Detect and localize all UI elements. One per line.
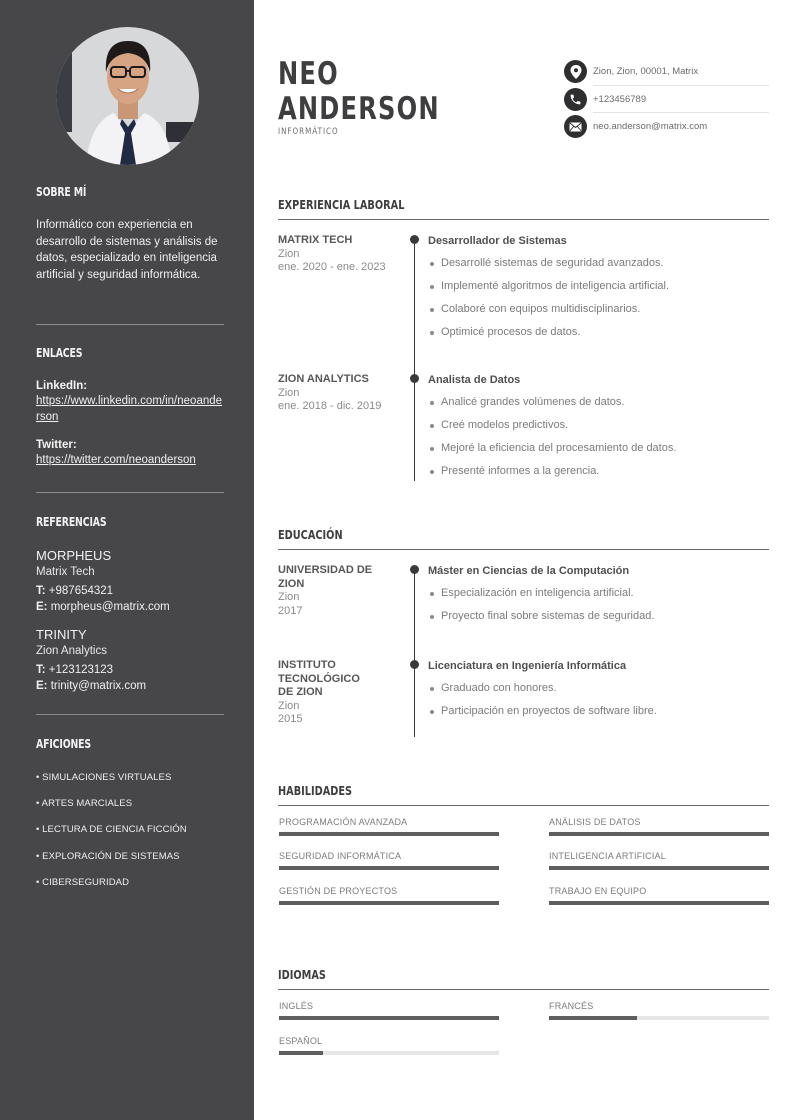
reference-email <box>36 600 224 616</box>
bar-label: TRABAJO EN EQUIPO <box>549 886 647 896</box>
hobbies-heading: AFICIONES <box>36 737 92 751</box>
degree-name: Licenciatura en Ingeniería Informática <box>428 660 627 672</box>
bar-item <box>279 817 499 836</box>
skills-heading: HABILIDADES <box>278 783 353 798</box>
education-header <box>278 526 769 550</box>
bullet-item: Colaboré con equipos multidisciplinarios. <box>428 298 769 321</box>
bullet-item: Implementé algoritmos de inteligencia artificial. <box>428 275 769 298</box>
envelope-icon <box>564 115 587 138</box>
reference-phone-value: +987654321 <box>48 585 114 597</box>
bar-item <box>549 817 769 836</box>
job-title: INFORMÁTICO <box>278 127 339 137</box>
hobby-item: • EXPLORACIÓN DE SISTEMAS <box>36 850 180 862</box>
bar-item <box>549 886 769 905</box>
languages-header <box>278 966 769 990</box>
graduation-year: 2015 <box>278 713 303 725</box>
sidebar-divider <box>36 714 224 715</box>
bullet-item: Graduado con honores. <box>428 677 769 700</box>
level-bar-fill <box>279 1051 323 1055</box>
timeline-dot <box>410 660 419 669</box>
bar-label: INTELIGENCIA ARTIFICIAL <box>549 851 666 861</box>
bar-label: PROGRAMACIÓN AVANZADA <box>279 817 408 827</box>
linkedin-link[interactable]: https://www.linkedin.com/in/neoanderson <box>36 395 223 423</box>
hobbies-section <box>36 737 224 903</box>
job-role: Desarrollador de Sistemas <box>428 235 567 247</box>
level-bar-track <box>549 1016 769 1020</box>
bullet-item: Mejoré la eficiencia del procesamiento de datos. <box>428 437 769 460</box>
hobby-item: • CIBERSEGURIDAD <box>36 876 130 888</box>
timeline-line <box>414 569 416 737</box>
bullet-item: Presenté informes a la gerencia. <box>428 460 769 483</box>
reference-phone <box>36 584 224 600</box>
experience-header <box>278 196 769 220</box>
contact-list <box>564 58 769 141</box>
bar-label: ESPAÑOL <box>279 1036 323 1046</box>
phone-prefix: T: <box>36 664 46 676</box>
timeline-dot <box>410 374 419 383</box>
bar-label: INGLÉS <box>279 1001 314 1011</box>
company-location: Zion <box>278 247 300 260</box>
email-prefix: E: <box>36 679 48 692</box>
bullet-item: Especialización en inteligencia artificial. <box>428 582 769 605</box>
reference-name: MORPHEUS <box>36 548 112 563</box>
phone-text: +123456789 <box>593 86 769 114</box>
bullet-item: Participación en proyectos de software libre. <box>428 700 769 723</box>
sidebar <box>0 0 254 1120</box>
reference-email <box>36 679 224 695</box>
level-bar-fill <box>279 832 499 836</box>
about-text: Informático con experiencia en desarrollo de sistemas y análisis de datos, especializado en inteligencia artificial y seguridad informática. <box>36 219 218 281</box>
level-bar-track <box>279 866 499 870</box>
education-heading: EDUCACIÓN <box>278 527 343 542</box>
last-name: ANDERSON <box>278 91 440 127</box>
level-bar-fill <box>279 866 499 870</box>
languages-heading: IDIOMAS <box>278 967 326 982</box>
bar-label: ANÁLISIS DE DATOS <box>549 817 641 827</box>
employment-dates: ene. 2020 - ene. 2023 <box>278 261 386 273</box>
timeline-dot <box>410 235 419 244</box>
bar-item <box>279 851 499 870</box>
link-item-twitter <box>36 438 224 469</box>
level-bar-track <box>549 832 769 836</box>
hobby-item: • SIMULACIONES VIRTUALES <box>36 772 172 783</box>
references-section <box>36 515 224 694</box>
contact-address <box>564 58 769 86</box>
links-section <box>36 346 224 469</box>
reference-email-value: trinity@matrix.com <box>50 679 147 692</box>
level-bar-fill <box>549 1016 637 1020</box>
bar-label: FRANCÉS <box>549 1001 594 1011</box>
hobby-item: • ARTES MARCIALES <box>36 798 133 810</box>
full-name <box>278 57 440 127</box>
reference-phone-value: +123123123 <box>48 664 114 676</box>
phone-icon <box>564 88 587 111</box>
link-item-linkedin <box>36 379 224 425</box>
first-name: NEO <box>278 56 339 92</box>
level-bar-fill <box>549 832 769 836</box>
level-bar-track <box>549 901 769 905</box>
reference-item <box>36 626 224 694</box>
links-heading: ENLACES <box>36 346 83 360</box>
level-bar-fill <box>279 1016 499 1020</box>
institution-location: Zion <box>278 699 300 712</box>
link-label: Twitter: <box>36 439 77 451</box>
company-name: MATRIX TECH <box>278 234 353 246</box>
bar-item <box>279 886 499 905</box>
phone-prefix: T: <box>36 585 46 597</box>
contact-email <box>564 113 769 141</box>
contact-phone <box>564 86 769 114</box>
institution-name: INSTITUTO TECNOLÓGICO DE ZION <box>278 659 360 698</box>
bullet-item: Creé modelos predictivos. <box>428 414 769 437</box>
reference-company: Zion Analytics <box>36 645 107 657</box>
level-bar-fill <box>549 866 769 870</box>
institution-location: Zion <box>278 591 300 603</box>
profile-photo <box>56 27 199 165</box>
reference-name: TRINITY <box>36 627 87 642</box>
level-bar-track <box>279 832 499 836</box>
hobby-item: • LECTURA DE CIENCIA FICCIÓN <box>36 824 187 836</box>
level-bar-track <box>549 866 769 870</box>
job-role: Analista de Datos <box>428 374 521 386</box>
timeline-dot <box>410 565 419 574</box>
bullet-item: Analicé grandes volúmenes de datos. <box>428 391 769 414</box>
bar-label: GESTIÓN DE PROYECTOS <box>279 886 398 896</box>
bar-item <box>549 851 769 870</box>
degree-name: Máster en Ciencias de la Computación <box>428 565 630 577</box>
timeline-line <box>414 341 416 481</box>
reference-company: Matrix Tech <box>36 566 95 578</box>
bar-item <box>279 1036 499 1055</box>
reference-item <box>36 547 224 615</box>
bullet-item: Desarrollé sistemas de seguridad avanzados. <box>428 252 769 275</box>
link-label: LinkedIn: <box>36 380 88 392</box>
graduation-year: 2017 <box>278 604 303 617</box>
email-prefix: E: <box>36 600 48 613</box>
experience-heading: EXPERIENCIA LABORAL <box>278 197 405 212</box>
sidebar-divider <box>36 492 224 493</box>
skills-header <box>278 782 769 806</box>
company-location: Zion <box>278 386 300 399</box>
references-heading: REFERENCIAS <box>36 515 107 529</box>
bar-item <box>279 1001 499 1020</box>
bullet-item: Proyecto final sobre sistemas de seguridad. <box>428 605 769 628</box>
bar-label: SEGURIDAD INFORMÁTICA <box>279 851 402 861</box>
sidebar-divider <box>36 324 224 325</box>
timeline-line <box>414 239 416 341</box>
level-bar-track <box>279 901 499 905</box>
address-text: Zion, Zion, 00001, Matrix <box>593 58 769 86</box>
company-name: ZION ANALYTICS <box>278 373 369 385</box>
institution-name: UNIVERSIDAD DE ZION <box>278 564 373 590</box>
about-heading: SOBRE MÍ <box>36 185 87 199</box>
email-text: neo.anderson@matrix.com <box>593 121 708 132</box>
bullet-item: Optimicé procesos de datos. <box>428 321 769 344</box>
level-bar-track <box>279 1016 499 1020</box>
level-bar-fill <box>279 901 499 905</box>
twitter-link[interactable]: https://twitter.com/neoanderson <box>36 454 196 466</box>
location-pin-icon <box>564 60 587 83</box>
level-bar-fill <box>549 901 769 905</box>
reference-phone <box>36 663 224 679</box>
about-section <box>36 185 224 283</box>
employment-dates: ene. 2018 - dic. 2019 <box>278 400 382 412</box>
reference-email-value: morpheus@matrix.com <box>50 600 170 613</box>
level-bar-track <box>279 1051 499 1055</box>
bar-item <box>549 1001 769 1020</box>
